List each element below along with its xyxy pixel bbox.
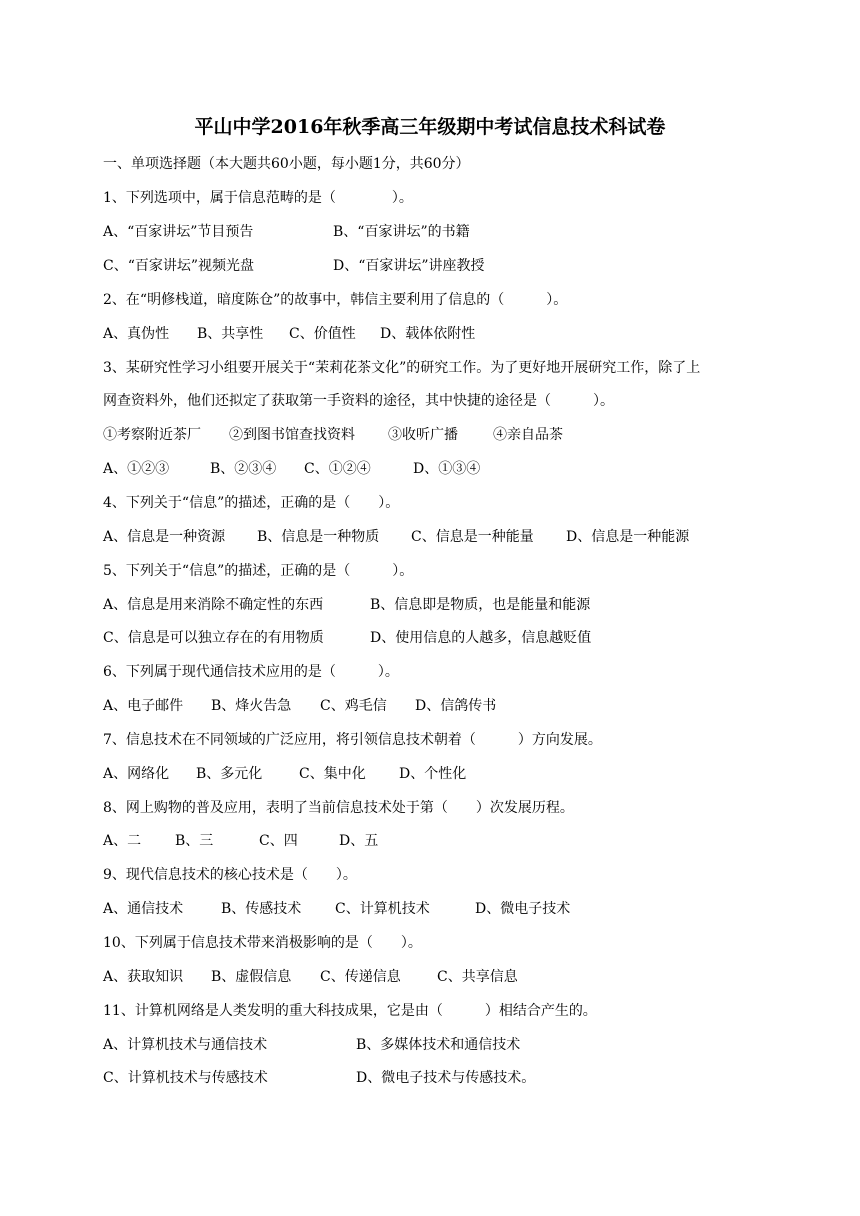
question-2-stem: 2、在“明修栈道，暗度陈仓”的故事中，韩信主要利用了信息的（ ）。 bbox=[103, 292, 568, 308]
option-a: A、①②③ bbox=[103, 461, 170, 477]
question-4-stem: 4、下列关于“信息”的描述，正确的是（ ）。 bbox=[103, 495, 400, 511]
option-b: B、“百家讲坛”的书籍 bbox=[333, 224, 470, 240]
option-c: C、集中化 bbox=[299, 766, 366, 782]
sub-item-3: ③收听广播 bbox=[388, 427, 458, 443]
question-8-stem: 8、网上购物的普及应用，表明了当前信息技术处于第（ ）次发展历程。 bbox=[103, 800, 574, 816]
option-d: D、①③④ bbox=[413, 461, 481, 477]
option-a: A、通信技术 bbox=[103, 901, 184, 917]
option-c: C、计算机技术与传感技术 bbox=[103, 1070, 268, 1086]
option-c: C、鸡毛信 bbox=[320, 698, 387, 714]
option-b: B、虚假信息 bbox=[211, 969, 292, 985]
sub-item-1: ①考察附近茶厂 bbox=[103, 427, 201, 443]
section-heading: 一、单项选择题（本大题共60小题，每小题1分，共60分） bbox=[103, 156, 470, 172]
option-c: C、①②④ bbox=[304, 461, 371, 477]
option-b: B、三 bbox=[175, 833, 214, 849]
option-a: A、信息是用来消除不确定性的东西 bbox=[103, 597, 324, 613]
question-5-stem: 5、下列关于“信息”的描述，正确的是（ ）。 bbox=[103, 563, 414, 579]
option-d: D、微电子技术 bbox=[475, 901, 571, 917]
sub-item-2: ②到图书馆查找资料 bbox=[229, 427, 355, 443]
option-d: D、个性化 bbox=[399, 766, 467, 782]
option-b: B、共享性 bbox=[197, 326, 264, 342]
question-10-stem: 10、下列属于信息技术带来消极影响的是（ ）。 bbox=[103, 935, 422, 951]
option-b: B、多元化 bbox=[196, 766, 263, 782]
option-d: D、信息是一种能源 bbox=[566, 529, 690, 545]
question-7-stem: 7、信息技术在不同领域的广泛应用，将引领信息技术朝着（ ）方向发展。 bbox=[103, 732, 602, 748]
option-b: B、多媒体技术和通信技术 bbox=[356, 1037, 521, 1053]
question-11-stem: 11、计算机网络是人类发明的重大科技成果，它是由（ ）相结合产生的。 bbox=[103, 1003, 597, 1019]
option-b: B、信息即是物质，也是能量和能源 bbox=[370, 597, 591, 613]
option-a: A、信息是一种资源 bbox=[103, 529, 226, 545]
option-a: A、真伪性 bbox=[103, 326, 170, 342]
option-d: D、使用信息的人越多，信息越贬值 bbox=[370, 630, 592, 646]
question-1-stem: 1、下列选项中，属于信息范畴的是（ ）。 bbox=[103, 190, 413, 206]
option-d: D、信鸽传书 bbox=[415, 698, 497, 714]
question-3-stem-line-2: 网查资料外，他们还拟定了获取第一手资料的途径，其中快捷的途径是（ ）。 bbox=[103, 393, 614, 409]
question-9-stem: 9、现代信息技术的核心技术是（ ）。 bbox=[103, 867, 357, 883]
option-d: D、微电子技术与传感技术。 bbox=[356, 1070, 536, 1086]
option-a: A、计算机技术与通信技术 bbox=[103, 1037, 268, 1053]
option-c: C、四 bbox=[259, 833, 298, 849]
question-6-stem: 6、下列属于现代通信技术应用的是（ ）。 bbox=[103, 664, 399, 680]
option-c: C、计算机技术 bbox=[335, 901, 430, 917]
option-a: A、电子邮件 bbox=[103, 698, 184, 714]
option-b: B、②③④ bbox=[210, 461, 277, 477]
option-d: D、载体依附性 bbox=[380, 326, 476, 342]
option-c: C、信息是可以独立存在的有用物质 bbox=[103, 630, 324, 646]
option-c: C、“百家讲坛”视频光盘 bbox=[103, 258, 255, 274]
option-b: B、信息是一种物质 bbox=[257, 529, 380, 545]
question-3-stem-line-1: 3、某研究性学习小组要开展关于“茉莉花茶文化”的研究工作。为了更好地开展研究工作，除了上 bbox=[103, 360, 701, 376]
exam-title: 平山中学2016年秋季高三年级期中考试信息技术科试卷 bbox=[194, 116, 666, 138]
option-d: D、“百家讲坛”讲座教授 bbox=[333, 258, 485, 274]
option-d: C、共享信息 bbox=[437, 969, 518, 985]
option-a: A、二 bbox=[103, 833, 142, 849]
option-c: C、价值性 bbox=[289, 326, 356, 342]
option-a: A、网络化 bbox=[103, 766, 170, 782]
option-b: B、烽火告急 bbox=[211, 698, 292, 714]
option-c: C、信息是一种能量 bbox=[411, 529, 534, 545]
option-c: C、传递信息 bbox=[320, 969, 401, 985]
option-d: D、五 bbox=[339, 833, 379, 849]
option-a: A、“百家讲坛”节目预告 bbox=[103, 224, 254, 240]
option-a: A、获取知识 bbox=[103, 969, 184, 985]
sub-item-4: ④亲自品茶 bbox=[493, 427, 563, 443]
option-b: B、传感技术 bbox=[221, 901, 302, 917]
